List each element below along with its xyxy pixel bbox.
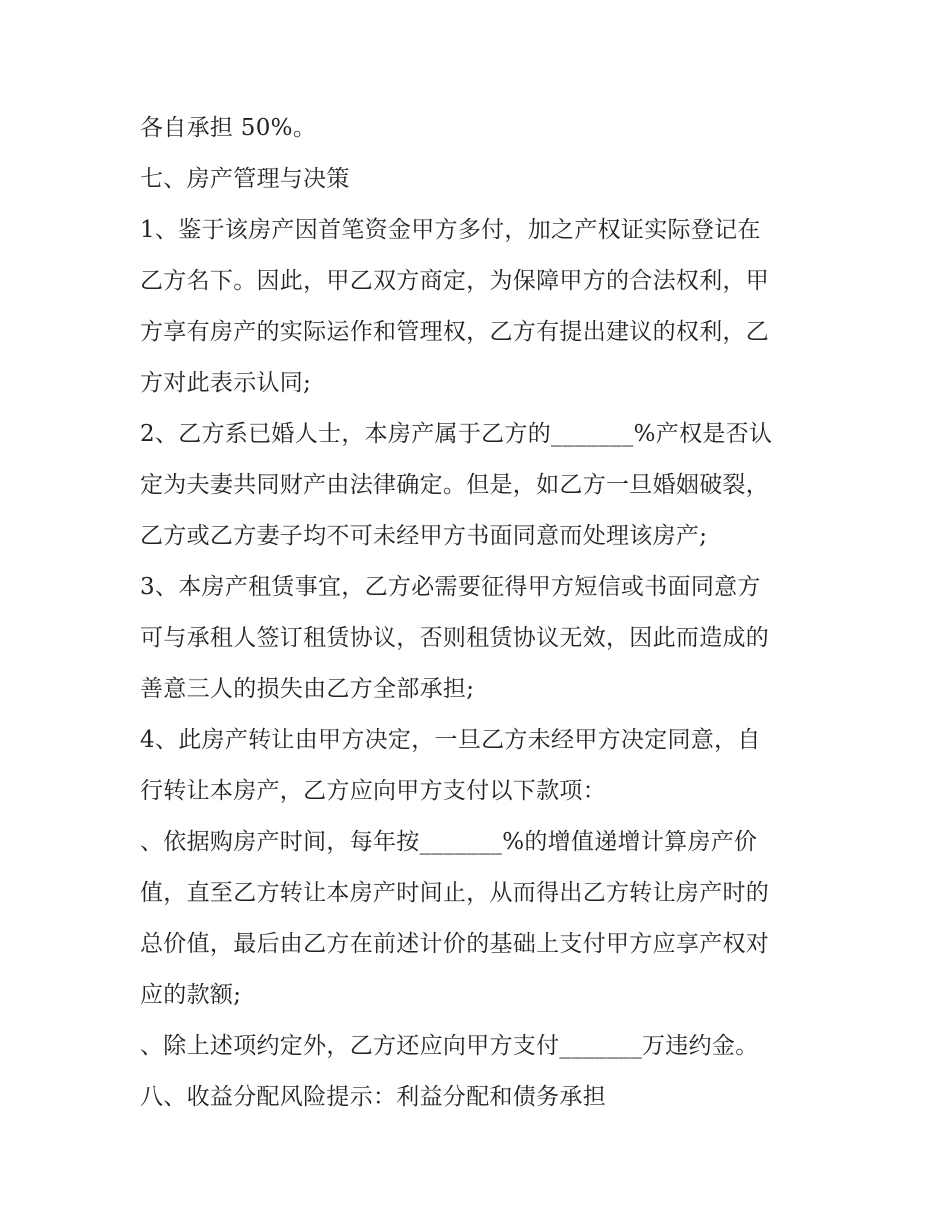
section-heading: 七、房产管理与决策 xyxy=(140,166,350,192)
text-line: 1、鉴于该房产因首笔资金甲方多付，加之产权证实际登记在 xyxy=(140,217,761,243)
text-line: 定为夫妻共同财产由法律确定。但是，如乙方一旦婚姻破裂， xyxy=(140,472,770,498)
text-line: 善意三人的损失由乙方全部承担; xyxy=(140,676,475,702)
text-line: 方享有房产的实际运作和管理权，乙方有提出建议的权利，乙 xyxy=(140,319,770,345)
text-line: 、依据购房产时间，每年按_______%的增值递增计算房产价 xyxy=(140,829,758,855)
text-line: 、除上述项约定外，乙方还应向甲方支付_______万违约金。 xyxy=(140,1033,759,1059)
text-line: 4、此房产转让由甲方决定，一旦乙方未经甲方决定同意，自 xyxy=(140,727,761,753)
section-heading: 八、收益分配风险提示：利益分配和债务承担 xyxy=(140,1084,606,1110)
text-line: 3、本房产租赁事宜，乙方必需要征得甲方短信或书面同意方 xyxy=(140,574,761,600)
text-line: 总价值，最后由乙方在前述计价的基础上支付甲方应享产权对 xyxy=(140,931,770,957)
text-line: 值，直至乙方转让本房产时间止，从而得出乙方转让房产时的 xyxy=(140,880,770,906)
text-line: 乙方或乙方妻子均不可未经甲方书面同意而处理该房产; xyxy=(140,523,708,549)
text-line: 各自承担 50%。 xyxy=(140,115,317,141)
text-line: 可与承租人签订租赁协议，否则租赁协议无效，因此而造成的 xyxy=(140,625,770,651)
text-line: 乙方名下。因此，甲乙双方商定，为保障甲方的合法权利，甲 xyxy=(140,268,770,294)
text-line: 方对此表示认同; xyxy=(140,370,312,396)
text-line: 行转让本房产，乙方应向甲方支付以下款项： xyxy=(140,778,606,804)
text-line: 2、乙方系已婚人士，本房产属于乙方的_______%产权是否认 xyxy=(140,421,773,447)
document-body xyxy=(140,103,820,1123)
text-line: 应的款额; xyxy=(140,982,242,1008)
